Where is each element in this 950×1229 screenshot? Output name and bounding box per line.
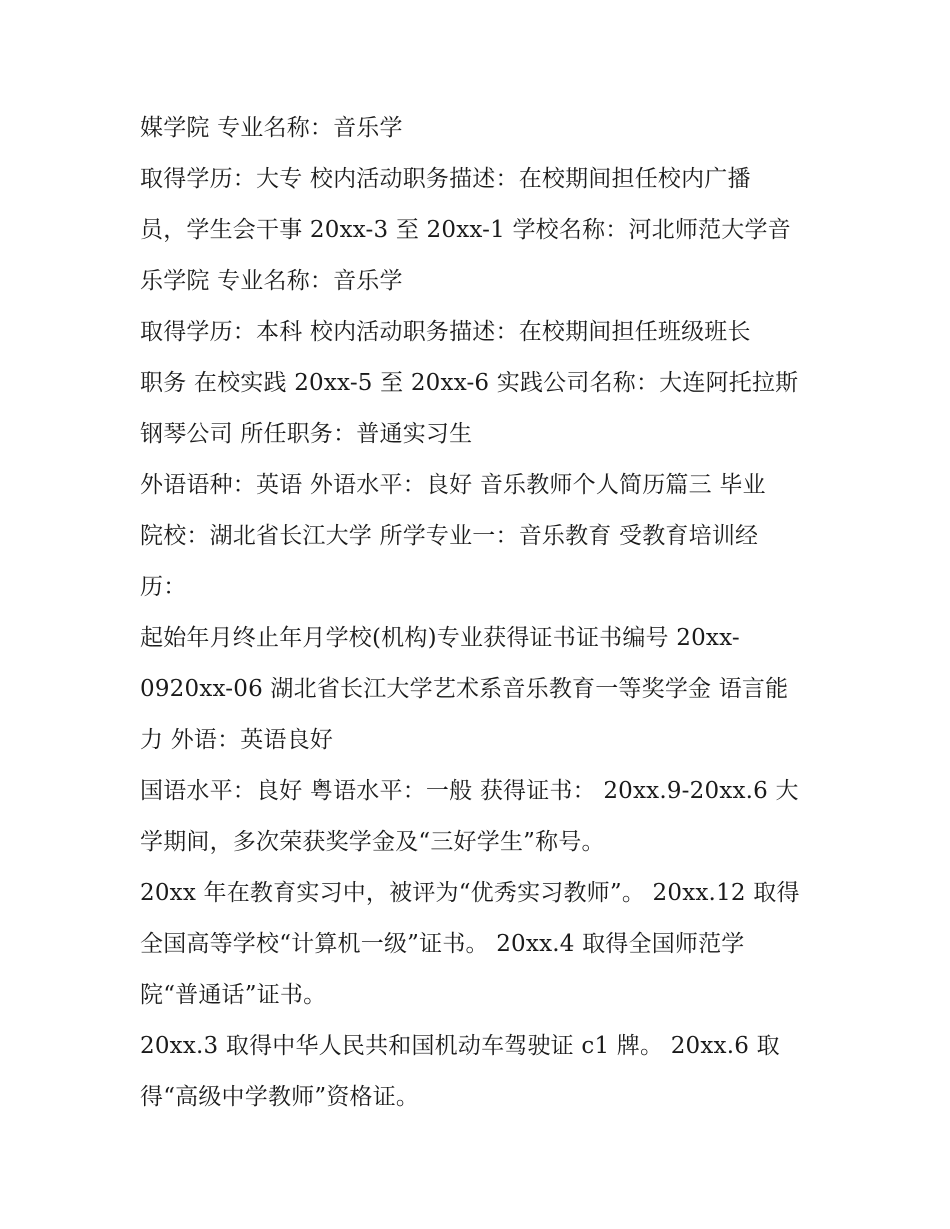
text-line: 院“普通话”证书。 (140, 982, 327, 1008)
text-line: 员，学生会干事 20xx-3 至 20xx-1 学校名称：河北师范大学音 (140, 217, 791, 243)
text-line: 20xx 年在教育实习中，被评为“优秀实习教师”。 20xx.12 取得 (140, 880, 800, 906)
text-line: 院校：湖北省长江大学 所学专业一：音乐教育 受教育培训经 (140, 523, 759, 549)
text-line: 国语水平：良好 粤语水平：一般 获得证书： 20xx.9-20xx.6 大 (140, 778, 799, 804)
text-line: 职务 在校实践 20xx-5 至 20xx-6 实践公司名称：大连阿托拉斯 (140, 370, 799, 396)
text-line: 外语语种：英语 外语水平：良好 音乐教师个人简历篇三 毕业 (140, 472, 766, 498)
text-line: 取得学历：本科 校内活动职务描述：在校期间担任班级班长 (140, 319, 751, 345)
text-line: 乐学院 专业名称：音乐学 (140, 268, 403, 294)
text-line: 力 外语：英语良好 (140, 727, 334, 753)
text-line: 20xx.3 取得中华人民共和国机动车驾驶证 c1 牌。 20xx.6 取 (140, 1033, 780, 1059)
text-line: 全国高等学校“计算机一级”证书。 20xx.4 取得全国师范学 (140, 931, 745, 957)
text-line: 0920xx-06 湖北省长江大学艺术系音乐教育一等奖学金 语言能 (140, 676, 789, 702)
text-line: 媒学院 专业名称：音乐学 (140, 115, 403, 141)
text-line: 起始年月终止年月学校(机构)专业获得证书证书编号 20xx- (140, 625, 740, 651)
text-line: 取得学历：大专 校内活动职务描述：在校期间担任校内广播 (140, 166, 751, 192)
text-line: 钢琴公司 所任职务：普通实习生 (140, 421, 473, 447)
text-line: 历： (140, 574, 187, 600)
body-text (140, 103, 820, 1123)
text-line: 学期间，多次荣获奖学金及“三好学生”称号。 (140, 829, 605, 855)
text-line: 得“高级中学教师”资格证。 (140, 1084, 420, 1110)
